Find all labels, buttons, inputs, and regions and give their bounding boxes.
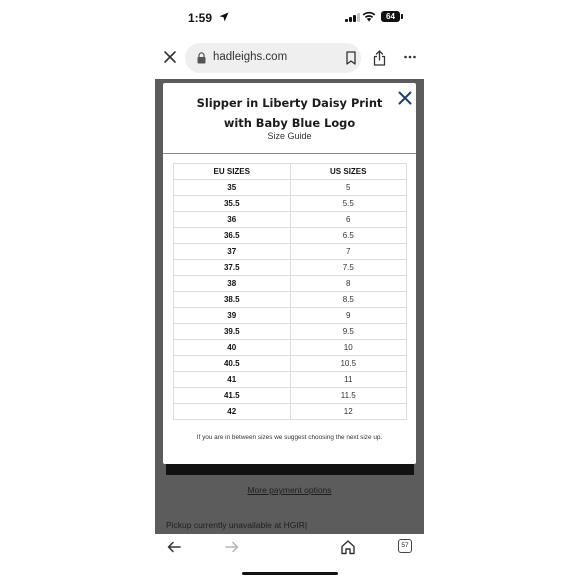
share-icon[interactable] xyxy=(373,50,386,66)
us-size-cell: 7 xyxy=(290,244,407,260)
table-row xyxy=(174,356,407,372)
us-size-cell: 5.5 xyxy=(290,196,407,212)
us-size-cell: 8.5 xyxy=(290,292,407,308)
eu-size-cell: 39 xyxy=(174,308,291,324)
eu-size-cell: 40 xyxy=(174,340,291,356)
table-row xyxy=(174,276,407,292)
eu-size-cell: 35.5 xyxy=(174,196,291,212)
status-bar xyxy=(155,0,425,36)
modal-divider xyxy=(163,153,416,154)
browser-toolbar xyxy=(155,534,425,580)
eu-size-cell: 35 xyxy=(174,180,291,196)
forward-icon[interactable] xyxy=(224,539,240,555)
lock-icon xyxy=(197,52,206,64)
col-header-us: US SIZES xyxy=(290,164,407,180)
modal-subtitle: Size Guide xyxy=(267,131,312,141)
more-payment-options-link[interactable]: More payment options xyxy=(247,485,332,495)
eu-size-cell: 36 xyxy=(174,212,291,228)
table-row xyxy=(174,196,407,212)
table-header-row xyxy=(174,164,407,180)
us-size-cell: 5 xyxy=(290,180,407,196)
home-indicator xyxy=(242,572,338,575)
browser-url-row xyxy=(155,40,425,76)
eu-size-cell: 42 xyxy=(174,404,291,420)
table-row xyxy=(174,260,407,276)
battery-tip xyxy=(401,14,403,19)
wifi-icon xyxy=(362,11,376,22)
us-size-cell: 7.5 xyxy=(290,260,407,276)
eu-size-cell: 39.5 xyxy=(174,324,291,340)
us-size-cell: 9.5 xyxy=(290,324,407,340)
tabs-icon[interactable]: 57 xyxy=(398,539,412,553)
table-row xyxy=(174,228,407,244)
us-size-cell: 9 xyxy=(290,308,407,324)
table-row xyxy=(174,212,407,228)
table-row xyxy=(174,372,407,388)
table-row xyxy=(174,404,407,420)
home-icon[interactable] xyxy=(340,539,356,555)
eu-size-cell: 37 xyxy=(174,244,291,260)
size-guide-modal xyxy=(163,83,416,464)
more-icon[interactable] xyxy=(403,50,417,64)
pickup-status-text: Pickup currently unavailable at HGIR| xyxy=(166,520,308,530)
modal-title-line2: with Baby Blue Logo xyxy=(223,116,356,130)
close-icon[interactable] xyxy=(163,50,177,64)
signal-icon xyxy=(345,13,360,22)
us-size-cell: 11.5 xyxy=(290,388,407,404)
col-header-eu: EU SIZES xyxy=(174,164,291,180)
table-row xyxy=(174,244,407,260)
us-size-cell: 8 xyxy=(290,276,407,292)
location-arrow-icon xyxy=(219,12,229,22)
bookmark-icon[interactable] xyxy=(345,51,357,65)
buy-button[interactable] xyxy=(166,463,414,475)
eu-size-cell: 38.5 xyxy=(174,292,291,308)
table-row xyxy=(174,324,407,340)
address-bar[interactable] xyxy=(185,43,361,73)
modal-title xyxy=(163,93,416,133)
us-size-cell: 6 xyxy=(290,212,407,228)
eu-size-cell: 36.5 xyxy=(174,228,291,244)
us-size-cell: 12 xyxy=(290,404,407,420)
back-icon[interactable] xyxy=(166,539,182,555)
table-row xyxy=(174,388,407,404)
table-row xyxy=(174,180,407,196)
table-row xyxy=(174,340,407,356)
us-size-cell: 10.5 xyxy=(290,356,407,372)
battery-icon: 64 xyxy=(381,11,400,22)
table-row xyxy=(174,308,407,324)
eu-size-cell: 41.5 xyxy=(174,388,291,404)
modal-title-line1: Slipper in Liberty Daisy Print xyxy=(196,96,383,110)
us-size-cell: 10 xyxy=(290,340,407,356)
eu-size-cell: 37.5 xyxy=(174,260,291,276)
status-time: 1:59 xyxy=(188,11,213,25)
us-size-cell: 11 xyxy=(290,372,407,388)
us-size-cell: 6.5 xyxy=(290,228,407,244)
url-text: hadleighs.com xyxy=(213,51,288,63)
eu-size-cell: 40.5 xyxy=(174,356,291,372)
table-row xyxy=(174,292,407,308)
size-note: If you are in between sizes we suggest choosing the next size up. xyxy=(196,434,383,441)
eu-size-cell: 41 xyxy=(174,372,291,388)
eu-size-cell: 38 xyxy=(174,276,291,292)
size-table xyxy=(173,163,407,420)
